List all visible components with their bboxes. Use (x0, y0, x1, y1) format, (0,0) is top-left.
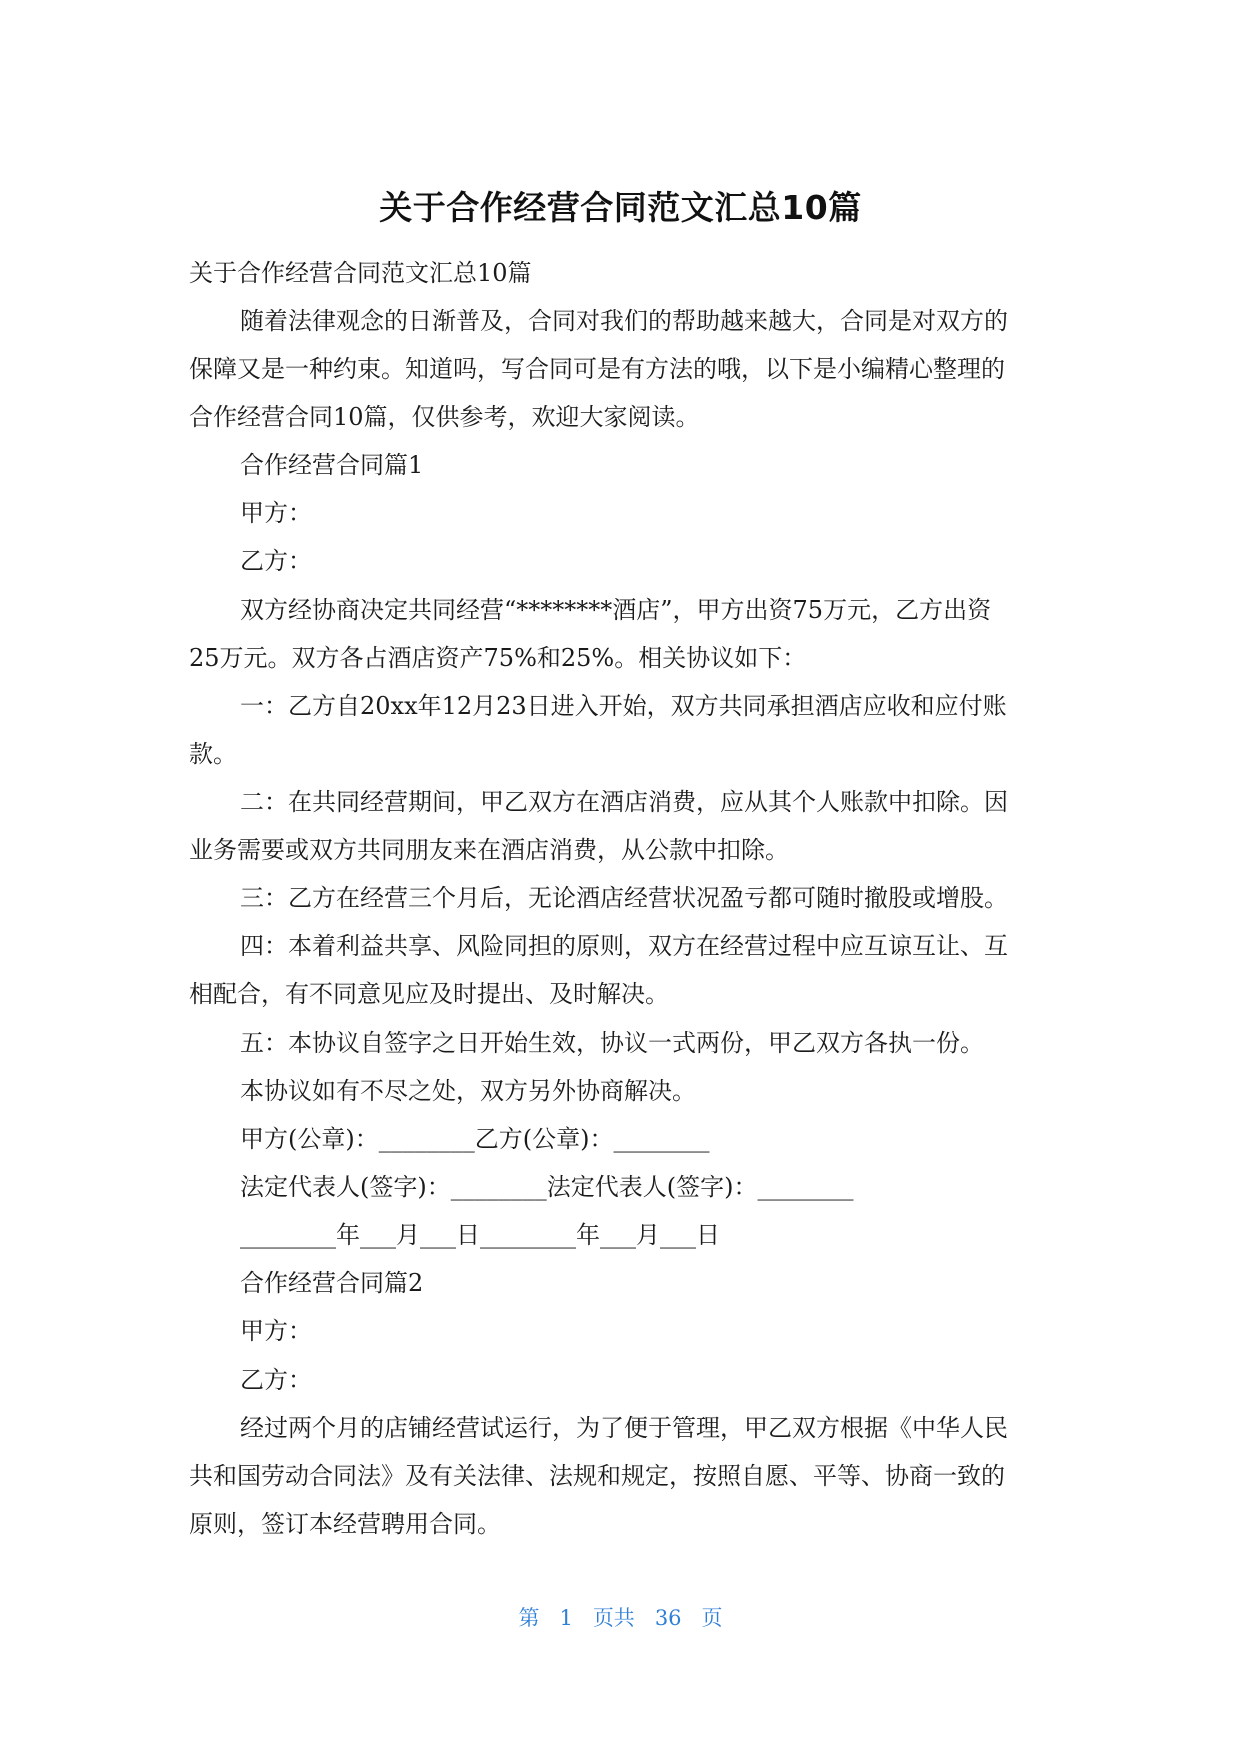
section-heading: 合作经营合同篇2 (240, 1269, 424, 1297)
body-line: 随着法律观念的日渐普及，合同对我们的帮助越来越大，合同是对双方的 (240, 307, 1008, 335)
body-line: 本协议如有不尽之处，双方另外协商解决。 (240, 1077, 696, 1105)
page-suffix: 页 (701, 1606, 723, 1630)
signature-line: 甲方(公章)：________乙方(公章)：________ (240, 1125, 710, 1153)
current-page: 1 (559, 1606, 573, 1630)
body-line: 款。 (189, 740, 237, 768)
body-line: 合作经营合同10篇，仅供参考，欢迎大家阅读。 (189, 403, 700, 431)
body-line: 乙方： (240, 547, 312, 575)
body-line: 25万元。双方各占酒店资产75%和25%。相关协议如下： (189, 644, 807, 672)
total-pages: 36 (654, 1606, 682, 1630)
body-line: 双方经协商决定共同经营“********酒店”，甲方出资75万元，乙方出资 (240, 596, 992, 624)
date-line: ________年___月___日________年___月___日 (240, 1221, 720, 1249)
section-heading: 合作经营合同篇1 (240, 451, 424, 479)
body-line: 乙方： (240, 1366, 312, 1394)
body-line: 甲方： (240, 1317, 312, 1345)
body-line: 相配合，有不同意见应及时提出、及时解决。 (189, 980, 669, 1008)
body-line: 五：本协议自签字之日开始生效，协议一式两份，甲乙双方各执一份。 (240, 1029, 984, 1057)
body-line: 甲方： (240, 499, 312, 527)
body-line: 四：本着利益共享、风险同担的原则，双方在经营过程中应互谅互让、互 (240, 932, 1008, 960)
body-line: 保障又是一种约束。知道吗，写合同可是有方法的哦，以下是小编精心整理的 (189, 355, 1005, 383)
body-line: 业务需要或双方共同朋友来在酒店消费，从公款中扣除。 (189, 836, 789, 864)
body-line: 一：乙方自20xx年12月23日进入开始，双方共同承担酒店应收和应付账 (240, 692, 1007, 720)
body-line: 原则，签订本经营聘用合同。 (189, 1510, 501, 1538)
document-title: 关于合作经营合同范文汇总10篇 (379, 188, 862, 227)
signature-line: 法定代表人(签字)：________法定代表人(签字)：________ (240, 1173, 854, 1201)
body-line: 共和国劳动合同法》及有关法律、法规和规定，按照自愿、平等、协商一致的 (189, 1462, 1005, 1490)
page-number-footer (0, 1604, 1241, 1632)
body-line: 关于合作经营合同范文汇总10篇 (189, 259, 532, 287)
body-line: 三：乙方在经营三个月后，无论酒店经营状况盈亏都可随时撤股或增股。 (240, 884, 1008, 912)
body-line: 经过两个月的店铺经营试运行，为了便于管理，甲乙双方根据《中华人民 (240, 1414, 1008, 1442)
page-prefix: 第 (518, 1606, 540, 1630)
page-middle: 页共 (592, 1606, 635, 1630)
body-line: 二：在共同经营期间，甲乙双方在酒店消费，应从其个人账款中扣除。因 (240, 788, 1008, 816)
